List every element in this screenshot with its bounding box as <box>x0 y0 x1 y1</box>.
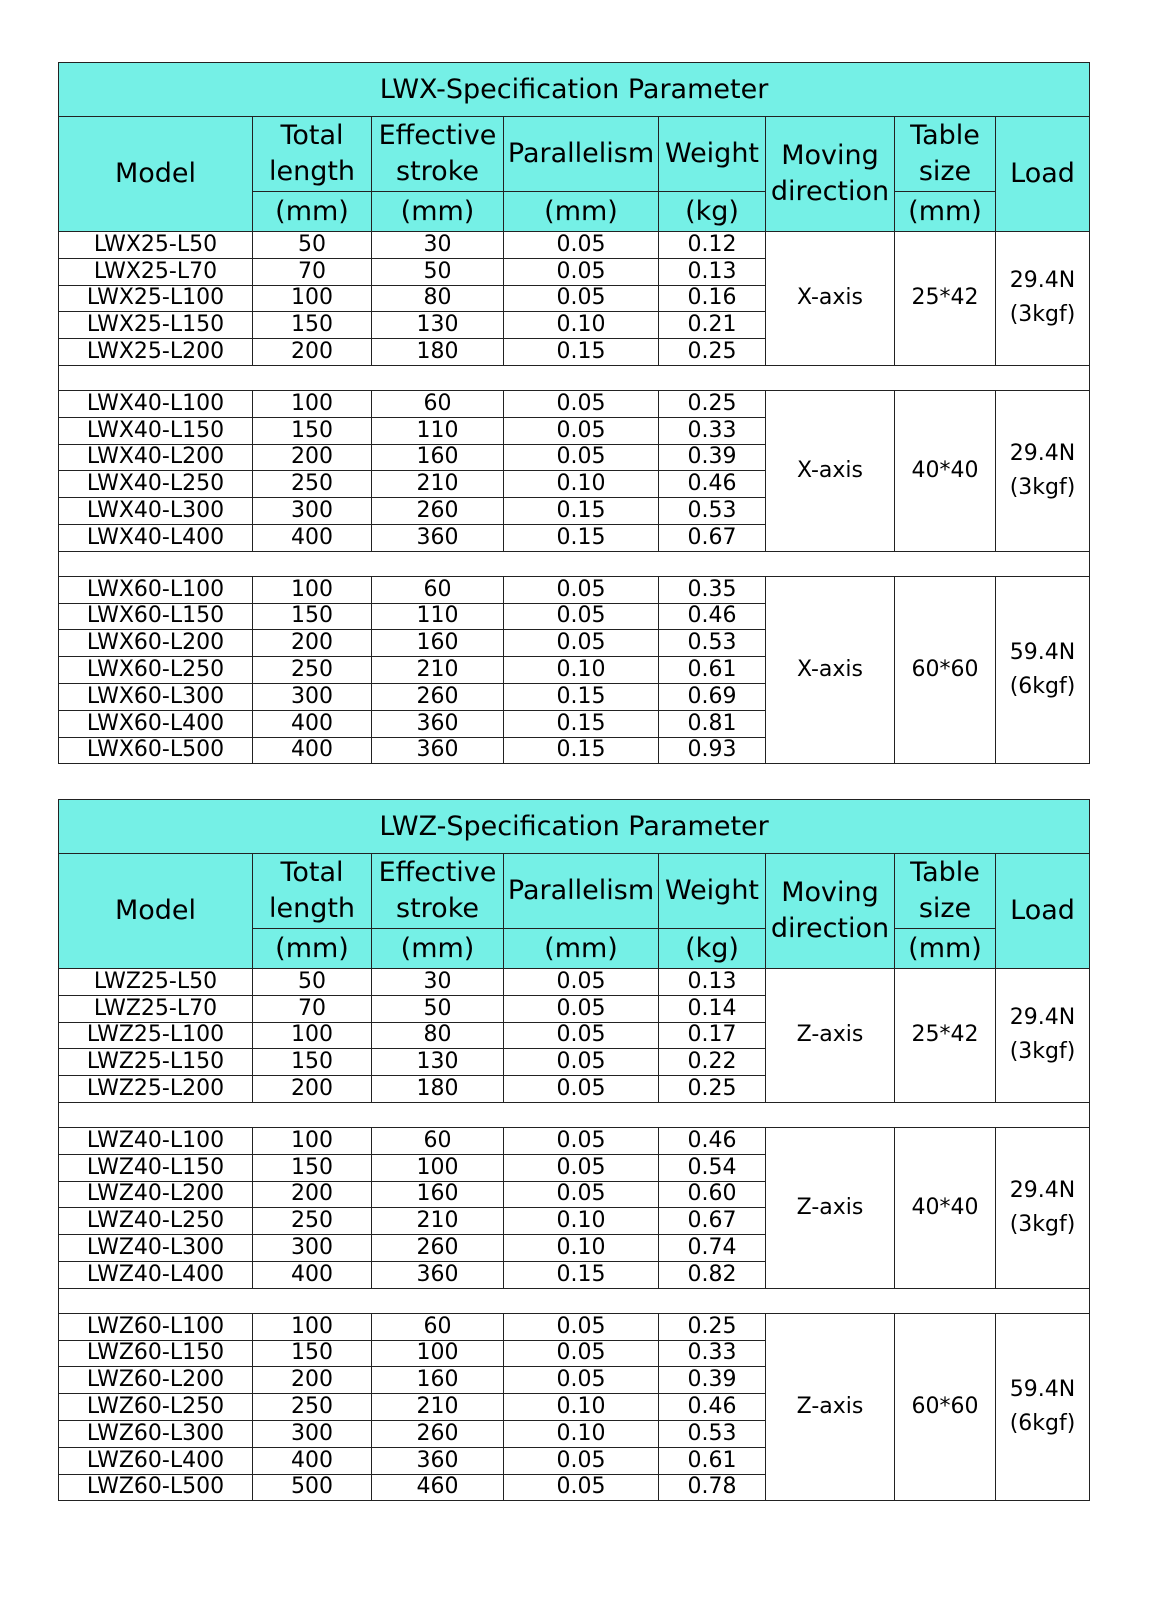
effective-stroke-cell: 160 <box>372 1181 504 1208</box>
weight-cell: 0.61 <box>659 657 766 684</box>
effective-stroke-cell: 30 <box>372 969 504 996</box>
total-length-cell: 400 <box>253 1261 372 1288</box>
effective-stroke-cell: 360 <box>372 710 504 737</box>
effective-stroke-cell: 210 <box>372 1208 504 1235</box>
effective-stroke-cell: 460 <box>372 1474 504 1501</box>
model-cell: LWZ40-L300 <box>59 1235 253 1262</box>
unit-parallelism: (mm) <box>504 192 659 232</box>
weight-cell: 0.60 <box>659 1181 766 1208</box>
total-length-cell: 70 <box>253 995 372 1022</box>
load-newton: 29.4N <box>1009 1005 1076 1031</box>
total-length-cell: 100 <box>253 390 372 417</box>
header-moving-direction: Moving direction <box>766 117 895 232</box>
model-cell: LWX40-L400 <box>59 524 253 551</box>
weight-cell: 0.33 <box>659 1340 766 1367</box>
effective-stroke-cell: 80 <box>372 1022 504 1049</box>
weight-cell: 0.67 <box>659 524 766 551</box>
moving-direction-cell: X-axis <box>766 390 895 551</box>
parallelism-cell: 0.05 <box>504 258 659 285</box>
effective-stroke-cell: 180 <box>372 339 504 366</box>
load-newton: 29.4N <box>1009 440 1076 466</box>
table-row <box>59 1313 1090 1340</box>
model-cell: LWX40-L100 <box>59 390 253 417</box>
model-cell: LWZ60-L400 <box>59 1447 253 1474</box>
weight-cell: 0.13 <box>659 969 766 996</box>
load-cell <box>996 969 1090 1103</box>
model-cell: LWX60-L300 <box>59 683 253 710</box>
parallelism-cell: 0.05 <box>504 1313 659 1340</box>
effective-stroke-cell: 130 <box>372 312 504 339</box>
weight-cell: 0.21 <box>659 312 766 339</box>
weight-cell: 0.39 <box>659 444 766 471</box>
parallelism-cell: 0.05 <box>504 444 659 471</box>
header-parallelism: Parallelism <box>504 117 659 192</box>
total-length-cell: 100 <box>253 1127 372 1154</box>
model-cell: LWZ60-L200 <box>59 1367 253 1394</box>
parallelism-cell: 0.10 <box>504 312 659 339</box>
table-size-cell: 25*42 <box>895 969 996 1103</box>
header-total-length: Total length <box>253 117 372 192</box>
header-weight: Weight <box>659 117 766 192</box>
parallelism-cell: 0.10 <box>504 1235 659 1262</box>
weight-cell: 0.93 <box>659 737 766 764</box>
model-cell: LWZ60-L100 <box>59 1313 253 1340</box>
weight-cell: 0.16 <box>659 285 766 312</box>
effective-stroke-cell: 60 <box>372 1127 504 1154</box>
weight-cell: 0.22 <box>659 1049 766 1076</box>
weight-cell: 0.74 <box>659 1235 766 1262</box>
model-cell: LWX60-L500 <box>59 737 253 764</box>
model-cell: LWX40-L300 <box>59 498 253 525</box>
total-length-cell: 50 <box>253 232 372 259</box>
effective-stroke-cell: 260 <box>372 1235 504 1262</box>
effective-stroke-cell: 210 <box>372 471 504 498</box>
table-body <box>59 969 1090 1501</box>
parallelism-cell: 0.05 <box>504 1474 659 1501</box>
unit-weight: (kg) <box>659 192 766 232</box>
effective-stroke-cell: 60 <box>372 1313 504 1340</box>
weight-cell: 0.81 <box>659 710 766 737</box>
model-cell: LWZ40-L100 <box>59 1127 253 1154</box>
effective-stroke-cell: 360 <box>372 524 504 551</box>
unit-table-size: (mm) <box>895 192 996 232</box>
header-load: Load <box>996 117 1090 232</box>
weight-cell: 0.67 <box>659 1208 766 1235</box>
model-cell: LWZ25-L200 <box>59 1076 253 1103</box>
load-newton: 59.4N <box>1009 1377 1076 1403</box>
parallelism-cell: 0.10 <box>504 657 659 684</box>
header-table-size: Table size <box>895 117 996 192</box>
load-cell <box>996 1127 1090 1288</box>
load-cell <box>996 390 1090 551</box>
total-length-cell: 100 <box>253 1313 372 1340</box>
effective-stroke-cell: 360 <box>372 1261 504 1288</box>
group-spacer <box>59 551 1090 576</box>
effective-stroke-cell: 210 <box>372 1394 504 1421</box>
total-length-cell: 150 <box>253 603 372 630</box>
table-title: LWX-Specification Parameter <box>59 63 1090 117</box>
parallelism-cell: 0.05 <box>504 390 659 417</box>
weight-cell: 0.54 <box>659 1154 766 1181</box>
table-row <box>59 1127 1090 1154</box>
table-body <box>59 232 1090 764</box>
parallelism-cell: 0.05 <box>504 1049 659 1076</box>
total-length-cell: 300 <box>253 498 372 525</box>
weight-cell: 0.53 <box>659 630 766 657</box>
model-cell: LWX25-L200 <box>59 339 253 366</box>
table-size-cell: 40*40 <box>895 390 996 551</box>
header-moving-direction: Moving direction <box>766 854 895 969</box>
parallelism-cell: 0.15 <box>504 737 659 764</box>
weight-cell: 0.14 <box>659 995 766 1022</box>
model-cell: LWX25-L70 <box>59 258 253 285</box>
model-cell: LWX60-L100 <box>59 576 253 603</box>
model-cell: LWZ40-L400 <box>59 1261 253 1288</box>
parallelism-cell: 0.05 <box>504 1340 659 1367</box>
parallelism-cell: 0.15 <box>504 710 659 737</box>
effective-stroke-cell: 110 <box>372 417 504 444</box>
header-model: Model <box>59 117 253 232</box>
parallelism-cell: 0.05 <box>504 603 659 630</box>
total-length-cell: 200 <box>253 1367 372 1394</box>
weight-cell: 0.53 <box>659 1420 766 1447</box>
effective-stroke-cell: 60 <box>372 390 504 417</box>
weight-cell: 0.39 <box>659 1367 766 1394</box>
group-spacer-row <box>59 1288 1090 1313</box>
unit-effective-stroke: (mm) <box>372 929 504 969</box>
model-cell: LWZ40-L200 <box>59 1181 253 1208</box>
parallelism-cell: 0.15 <box>504 524 659 551</box>
total-length-cell: 400 <box>253 737 372 764</box>
total-length-cell: 400 <box>253 524 372 551</box>
table-size-cell: 25*42 <box>895 232 996 366</box>
model-cell: LWX25-L50 <box>59 232 253 259</box>
total-length-cell: 50 <box>253 969 372 996</box>
total-length-cell: 200 <box>253 1076 372 1103</box>
effective-stroke-cell: 160 <box>372 444 504 471</box>
effective-stroke-cell: 180 <box>372 1076 504 1103</box>
parallelism-cell: 0.05 <box>504 285 659 312</box>
total-length-cell: 300 <box>253 683 372 710</box>
model-cell: LWZ40-L150 <box>59 1154 253 1181</box>
weight-cell: 0.17 <box>659 1022 766 1049</box>
model-cell: LWZ25-L100 <box>59 1022 253 1049</box>
effective-stroke-cell: 260 <box>372 683 504 710</box>
model-cell: LWZ40-L250 <box>59 1208 253 1235</box>
model-cell: LWX40-L250 <box>59 471 253 498</box>
total-length-cell: 150 <box>253 417 372 444</box>
parallelism-cell: 0.05 <box>504 1076 659 1103</box>
load-kgf: (6kgf) <box>1009 674 1076 700</box>
header-total-length: Total length <box>253 854 372 929</box>
effective-stroke-cell: 360 <box>372 737 504 764</box>
model-cell: LWX40-L200 <box>59 444 253 471</box>
table-row <box>59 232 1090 259</box>
parallelism-cell: 0.05 <box>504 232 659 259</box>
total-length-cell: 500 <box>253 1474 372 1501</box>
total-length-cell: 200 <box>253 1181 372 1208</box>
load-newton: 29.4N <box>1009 1177 1076 1203</box>
total-length-cell: 70 <box>253 258 372 285</box>
parallelism-cell: 0.15 <box>504 1261 659 1288</box>
weight-cell: 0.35 <box>659 576 766 603</box>
model-cell: LWZ25-L50 <box>59 969 253 996</box>
header-weight: Weight <box>659 854 766 929</box>
load-kgf: (6kgf) <box>1009 1411 1076 1437</box>
load-kgf: (3kgf) <box>1009 302 1076 328</box>
weight-cell: 0.13 <box>659 258 766 285</box>
unit-total-length: (mm) <box>253 192 372 232</box>
parallelism-cell: 0.10 <box>504 1208 659 1235</box>
parallelism-cell: 0.05 <box>504 995 659 1022</box>
total-length-cell: 100 <box>253 1022 372 1049</box>
effective-stroke-cell: 160 <box>372 1367 504 1394</box>
moving-direction-cell: X-axis <box>766 232 895 366</box>
weight-cell: 0.46 <box>659 1394 766 1421</box>
parallelism-cell: 0.10 <box>504 1394 659 1421</box>
table-title: LWZ-Specification Parameter <box>59 800 1090 854</box>
unit-effective-stroke: (mm) <box>372 192 504 232</box>
table-row <box>59 969 1090 996</box>
weight-cell: 0.25 <box>659 339 766 366</box>
group-spacer-row <box>59 365 1090 390</box>
table-size-cell: 60*60 <box>895 576 996 764</box>
group-spacer-row <box>59 1102 1090 1127</box>
parallelism-cell: 0.05 <box>504 1154 659 1181</box>
parallelism-cell: 0.05 <box>504 417 659 444</box>
header-parallelism: Parallelism <box>504 854 659 929</box>
weight-cell: 0.25 <box>659 1076 766 1103</box>
weight-cell: 0.82 <box>659 1261 766 1288</box>
lwx-spec-table <box>58 62 1090 764</box>
model-cell: LWZ25-L70 <box>59 995 253 1022</box>
header-model: Model <box>59 854 253 969</box>
unit-table-size: (mm) <box>895 929 996 969</box>
model-cell: LWZ60-L250 <box>59 1394 253 1421</box>
total-length-cell: 100 <box>253 285 372 312</box>
total-length-cell: 200 <box>253 444 372 471</box>
total-length-cell: 250 <box>253 1394 372 1421</box>
effective-stroke-cell: 260 <box>372 1420 504 1447</box>
moving-direction-cell: Z-axis <box>766 969 895 1103</box>
header-load: Load <box>996 854 1090 969</box>
header-table-size: Table size <box>895 854 996 929</box>
effective-stroke-cell: 110 <box>372 603 504 630</box>
parallelism-cell: 0.15 <box>504 339 659 366</box>
weight-cell: 0.61 <box>659 1447 766 1474</box>
table-size-cell: 60*60 <box>895 1313 996 1501</box>
parallelism-cell: 0.05 <box>504 576 659 603</box>
table-size-cell: 40*40 <box>895 1127 996 1288</box>
weight-cell: 0.46 <box>659 471 766 498</box>
weight-cell: 0.33 <box>659 417 766 444</box>
parallelism-cell: 0.15 <box>504 498 659 525</box>
load-newton: 29.4N <box>1009 268 1076 294</box>
weight-cell: 0.12 <box>659 232 766 259</box>
total-length-cell: 400 <box>253 1447 372 1474</box>
effective-stroke-cell: 360 <box>372 1447 504 1474</box>
total-length-cell: 150 <box>253 312 372 339</box>
parallelism-cell: 0.10 <box>504 1420 659 1447</box>
model-cell: LWZ25-L150 <box>59 1049 253 1076</box>
moving-direction-cell: Z-axis <box>766 1313 895 1501</box>
header-effective-stroke: Effective stroke <box>372 117 504 192</box>
group-spacer <box>59 1288 1090 1313</box>
total-length-cell: 150 <box>253 1154 372 1181</box>
model-cell: LWX60-L400 <box>59 710 253 737</box>
effective-stroke-cell: 50 <box>372 258 504 285</box>
group-spacer-row <box>59 551 1090 576</box>
lwz-spec-table <box>58 799 1090 1501</box>
total-length-cell: 200 <box>253 339 372 366</box>
model-cell: LWZ60-L500 <box>59 1474 253 1501</box>
model-cell: LWX60-L150 <box>59 603 253 630</box>
total-length-cell: 300 <box>253 1420 372 1447</box>
parallelism-cell: 0.15 <box>504 683 659 710</box>
load-newton: 59.4N <box>1009 640 1076 666</box>
table-row <box>59 576 1090 603</box>
parallelism-cell: 0.05 <box>504 1127 659 1154</box>
effective-stroke-cell: 60 <box>372 576 504 603</box>
load-cell <box>996 232 1090 366</box>
weight-cell: 0.25 <box>659 1313 766 1340</box>
total-length-cell: 300 <box>253 1235 372 1262</box>
unit-weight: (kg) <box>659 929 766 969</box>
weight-cell: 0.69 <box>659 683 766 710</box>
weight-cell: 0.46 <box>659 1127 766 1154</box>
model-cell: LWX60-L200 <box>59 630 253 657</box>
parallelism-cell: 0.10 <box>504 471 659 498</box>
total-length-cell: 200 <box>253 630 372 657</box>
total-length-cell: 250 <box>253 471 372 498</box>
weight-cell: 0.78 <box>659 1474 766 1501</box>
moving-direction-cell: X-axis <box>766 576 895 764</box>
total-length-cell: 150 <box>253 1049 372 1076</box>
load-kgf: (3kgf) <box>1009 474 1076 500</box>
group-spacer <box>59 1102 1090 1127</box>
model-cell: LWX60-L250 <box>59 657 253 684</box>
total-length-cell: 400 <box>253 710 372 737</box>
effective-stroke-cell: 80 <box>372 285 504 312</box>
model-cell: LWX25-L150 <box>59 312 253 339</box>
effective-stroke-cell: 160 <box>372 630 504 657</box>
unit-total-length: (mm) <box>253 929 372 969</box>
effective-stroke-cell: 50 <box>372 995 504 1022</box>
moving-direction-cell: Z-axis <box>766 1127 895 1288</box>
model-cell: LWX40-L150 <box>59 417 253 444</box>
parallelism-cell: 0.05 <box>504 1181 659 1208</box>
effective-stroke-cell: 210 <box>372 657 504 684</box>
load-kgf: (3kgf) <box>1009 1039 1076 1065</box>
unit-parallelism: (mm) <box>504 929 659 969</box>
parallelism-cell: 0.05 <box>504 1022 659 1049</box>
header-effective-stroke: Effective stroke <box>372 854 504 929</box>
total-length-cell: 150 <box>253 1340 372 1367</box>
parallelism-cell: 0.05 <box>504 969 659 996</box>
load-cell <box>996 576 1090 764</box>
effective-stroke-cell: 100 <box>372 1340 504 1367</box>
parallelism-cell: 0.05 <box>504 1447 659 1474</box>
total-length-cell: 100 <box>253 576 372 603</box>
weight-cell: 0.46 <box>659 603 766 630</box>
weight-cell: 0.25 <box>659 390 766 417</box>
weight-cell: 0.53 <box>659 498 766 525</box>
parallelism-cell: 0.05 <box>504 630 659 657</box>
effective-stroke-cell: 130 <box>372 1049 504 1076</box>
effective-stroke-cell: 30 <box>372 232 504 259</box>
model-cell: LWZ60-L150 <box>59 1340 253 1367</box>
total-length-cell: 250 <box>253 1208 372 1235</box>
model-cell: LWX25-L100 <box>59 285 253 312</box>
effective-stroke-cell: 260 <box>372 498 504 525</box>
table-row <box>59 390 1090 417</box>
load-kgf: (3kgf) <box>1009 1211 1076 1237</box>
parallelism-cell: 0.05 <box>504 1367 659 1394</box>
effective-stroke-cell: 100 <box>372 1154 504 1181</box>
load-cell <box>996 1313 1090 1501</box>
total-length-cell: 250 <box>253 657 372 684</box>
model-cell: LWZ60-L300 <box>59 1420 253 1447</box>
group-spacer <box>59 365 1090 390</box>
